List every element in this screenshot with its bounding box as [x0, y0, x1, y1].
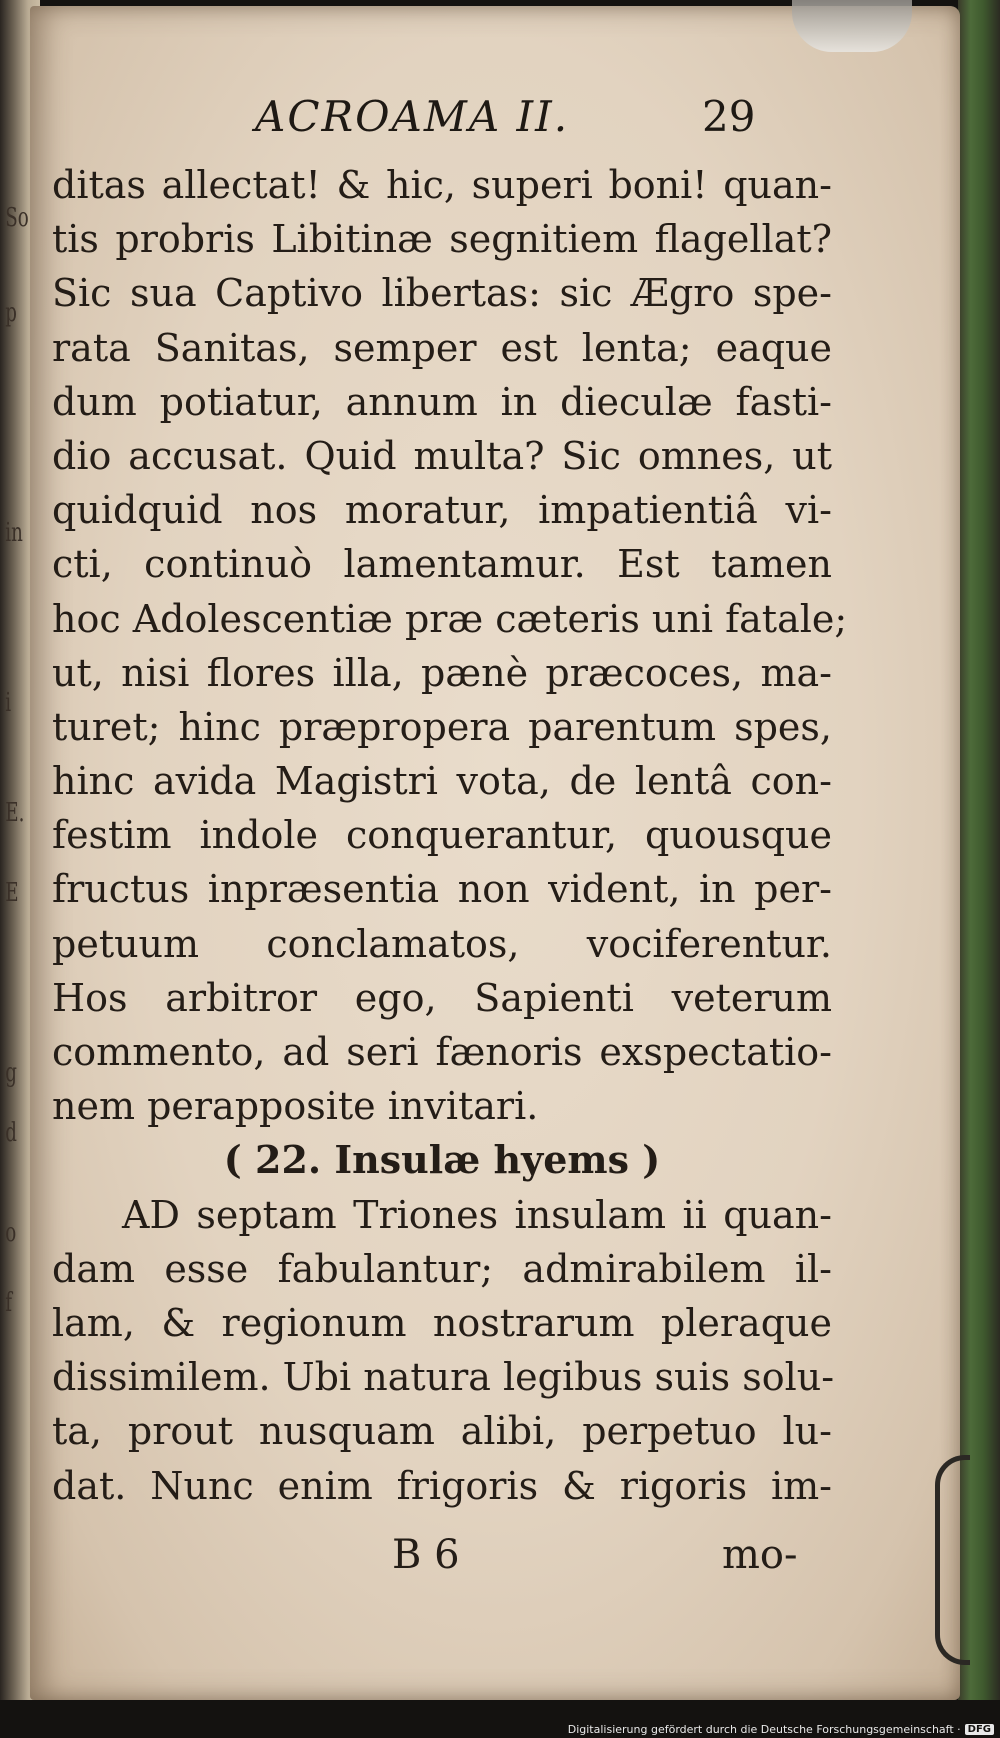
text-line: hoc Adolescentiæ præ cæteris uni fatale; — [52, 596, 848, 641]
text-line: tis probris Libitinæ segnitiem flagellat? — [52, 217, 832, 262]
facing-page-fragment: o — [5, 1218, 17, 1248]
facing-page-fragment: E — [5, 878, 19, 908]
text-line: fructus inpræsentia non vident, in per- — [52, 867, 832, 912]
text-line: ta, prout nusquam alibi, perpetuo lu- — [52, 1409, 832, 1454]
running-header — [255, 92, 775, 152]
text-line: petuum conclamatos, vociferentur. — [52, 921, 832, 966]
dfg-logo-icon: DFG — [965, 1724, 994, 1735]
text-line: nem perapposite invitari. — [52, 1084, 539, 1129]
facing-page-fragment: d — [5, 1118, 17, 1148]
running-title: ACROAMA II. — [255, 92, 570, 141]
book-cover-edge — [958, 0, 1000, 1700]
digitization-credit — [568, 1723, 994, 1736]
facing-page-fragment: f — [5, 1288, 13, 1318]
facing-page-fragment: So — [5, 203, 29, 233]
text-line: commento, ad seri fænoris exspectatio- — [52, 1030, 832, 1074]
text-line: Sic sua Captivo libertas: sic Ægro spe- — [52, 271, 832, 316]
text-line: ut, nisi flores illa, pænè præcoces, ma- — [52, 650, 832, 695]
text-line: dam esse fabulantur; admirabilem il- — [52, 1246, 832, 1291]
facing-page-fragment: p — [5, 298, 17, 328]
text-line: dissimilem. Ubi natura legibus suis solu- — [52, 1355, 835, 1400]
text-line: turet; hinc præpropera parentum spes, — [52, 704, 832, 749]
facing-page-fragment: i — [5, 688, 12, 718]
catchword: mo- — [722, 1532, 798, 1578]
text-line: dum potiatur, annum in dieculæ fasti- — [52, 379, 832, 424]
page-clip-top — [792, 0, 912, 52]
text-line: ditas allectat! & hic, superi boni! quan- — [52, 163, 832, 207]
signature-mark: B 6 — [392, 1532, 460, 1578]
page-clip-right — [935, 1455, 970, 1665]
facing-page-fragment: E. — [5, 798, 25, 828]
text-line: festim indole conquerantur, quousque — [52, 813, 832, 858]
text-line: dio accusat. Quid multa? Sic omnes, ut — [52, 433, 832, 478]
facing-page-fragment: g — [5, 1058, 17, 1088]
page-body — [52, 158, 848, 1513]
text-line: hinc avida Magistri vota, de lentâ con- — [52, 759, 832, 804]
page-number: 29 — [702, 92, 756, 141]
text-line: dat. Nunc enim frigoris & rigoris im- — [52, 1463, 832, 1508]
facing-page-fragment: in — [5, 518, 23, 548]
credit-text: Digitalisierung gefördert durch die Deutsche Forschungsgemeinschaft · — [567, 1723, 961, 1736]
text-line: quidquid nos moratur, impatientiâ vi- — [52, 488, 832, 533]
text-line: cti, continuò lamentamur. Est tamen — [52, 542, 832, 587]
text-line: rata Sanitas, semper est lenta; eaque — [52, 325, 832, 370]
text-line: lam, & regionum nostrarum pleraque — [52, 1300, 832, 1345]
section-heading: ( 22. Insulæ hyems ) — [223, 1137, 661, 1183]
text-line: Hos arbitror ego, Sapienti veterum — [52, 975, 832, 1020]
text-line: AD septam Triones insulam ii quan- — [122, 1192, 832, 1237]
